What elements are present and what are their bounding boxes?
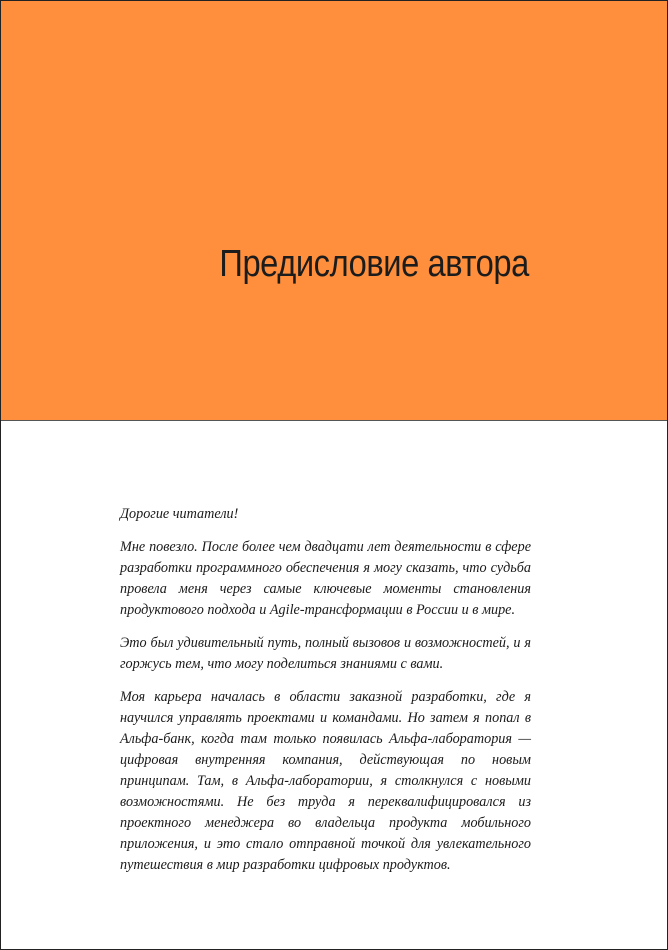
preface-text <box>120 504 531 888</box>
greeting: Дорогие читатели! <box>120 506 239 522</box>
chapter-title: Предисловие автора <box>219 243 529 285</box>
paragraph-1: Мне повезло. После более чем двадцати лет деятельности в сфере разработки программного обеспечения я могу сказать, что судьба провела меня через самые ключевые моменты становления продуктового подхода и Agile-трансформации в России и в мире. <box>120 539 531 618</box>
paragraph-2: Это был удивительный путь, полный вызовов и возможностей, и я горжусь тем, что могу поделиться знаниями с вами. <box>120 635 531 672</box>
chapter-header-banner <box>1 1 667 421</box>
paragraph-3: Моя карьера началась в области заказной разработки, где я научился управлять проектами и командами. Но затем я попал в Альфа-банк, когда там только появилась Альфа-лаборатория — цифровая внутренняя компания, действующая по новым принципам. Там, в Альфа-лаборатории, я столкнулся с новыми возможностями. Не без труда я переквалифицировался из проектного менеджера во владельца продукта мобильного приложения, и это стало отправной точкой для увлекательного путешествия в мир разработки цифровых продуктов. <box>120 689 531 873</box>
